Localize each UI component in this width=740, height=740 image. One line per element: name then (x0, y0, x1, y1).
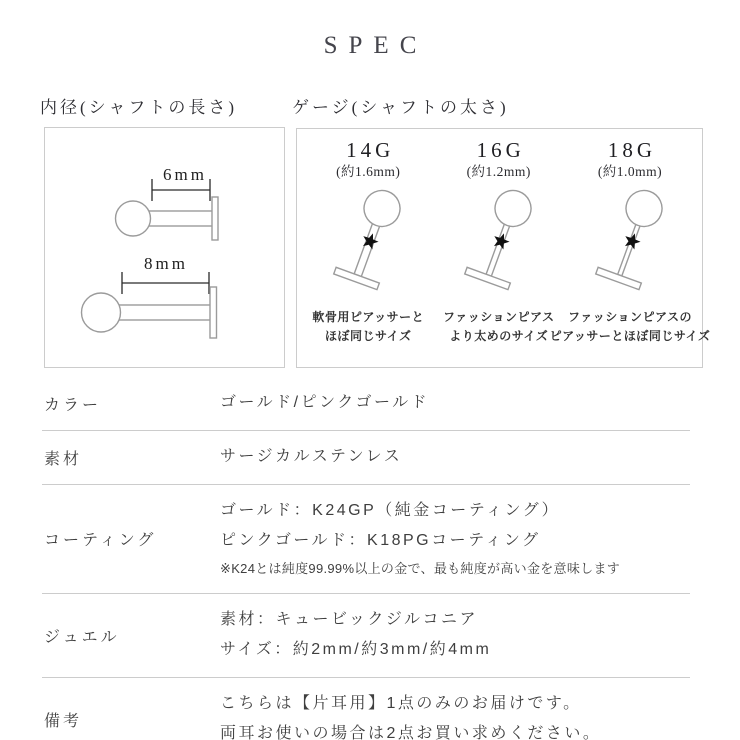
gauge-caption: 軟骨用ピアッサーと ほぼ同じサイズ (312, 310, 425, 343)
labret-16g-icon (438, 181, 560, 303)
gauge-size-label: 16G (476, 138, 525, 162)
table-row-jewel (42, 594, 690, 678)
gauge-caption: ファッションピアス より太めのサイズ (442, 310, 555, 343)
gauge-size-label: 14G (346, 138, 395, 162)
row-label: 備考 (44, 712, 83, 730)
table-row-color (42, 377, 690, 431)
labret-8mm-icon (82, 254, 217, 338)
gauge-item-16g (434, 137, 565, 367)
spec-table (42, 377, 690, 740)
gauge-size-label: 18G (607, 138, 657, 162)
row-label: ジュエル (44, 628, 120, 646)
labret-18g-icon (569, 181, 691, 303)
row-value: こちらは【片耳用】1点のみのお届けです。 両耳お使いの場合は2点お買い求めください。 (220, 695, 602, 740)
row-value: ゴールド/ピンクゴールド (220, 394, 430, 411)
dim-label-8mm: 8mm (144, 254, 188, 273)
row-value: サージカルステンレス (220, 448, 403, 465)
coating-note: ※K24とは純度99.99%以上の金で、最も純度が高い金を意味します (220, 561, 621, 576)
page-title: SPEC (323, 32, 428, 59)
table-row-coating (42, 485, 690, 594)
gauge-thickness-label: (約1.2mm) (466, 164, 531, 179)
gauge-box (296, 128, 711, 368)
labret-14g-icon (307, 181, 429, 303)
gauge-heading: ゲージ(シャフトの太さ) (292, 98, 509, 117)
row-label: 素材 (44, 450, 83, 468)
table-row-material (42, 431, 690, 485)
shaft-length-diagram (45, 128, 284, 367)
dim-label-6mm: 6mm (163, 165, 207, 184)
labret-6mm-icon (116, 165, 219, 240)
inner-diameter-box (44, 127, 285, 368)
gauge-item-18g (549, 137, 711, 367)
row-value: ゴールド：K24GP（純金コーティング） ピンクゴールド：K18PGコーティング ※K24とは純度99.99%以上の金で、最も純度が高い金を意味します (220, 496, 690, 581)
inner-diameter-heading: 内径(シャフトの長さ) (40, 98, 237, 117)
gauge-thickness-label: (約1.0mm) (597, 164, 663, 179)
row-label: コーティング (44, 532, 157, 549)
row-label: カラー (44, 396, 102, 414)
table-row-remarks (42, 678, 690, 740)
row-value: 素材：キュービックジルコニア サイズ：約2mm/約3mm/約4mm (220, 611, 492, 658)
gauge-item-14g (303, 137, 434, 367)
gauge-thickness-label: (約1.6mm) (336, 164, 401, 179)
gauge-caption: ファッションピアスの ピアッサーとほぼ同じサイズ (549, 310, 711, 343)
